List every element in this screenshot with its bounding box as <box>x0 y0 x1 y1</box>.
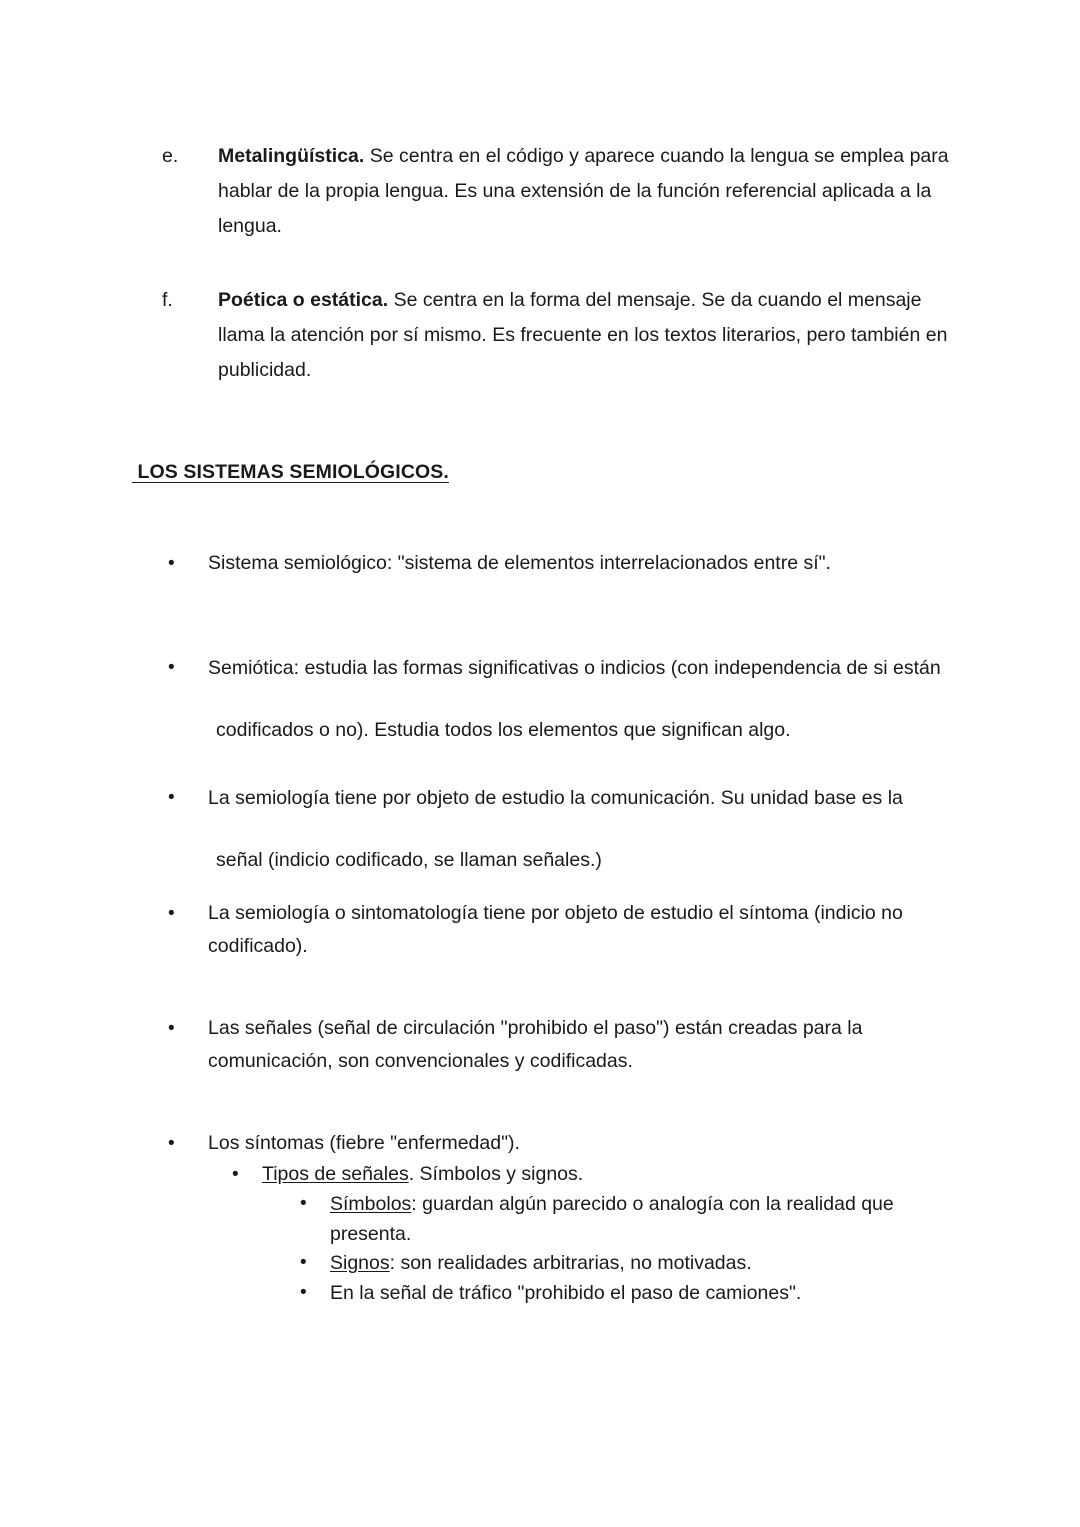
bullet-icon: • <box>232 1164 239 1185</box>
list-item-line: codificados o no). Estudia todos los elementos que significan algo. <box>216 719 791 741</box>
list-marker-f: f. <box>162 289 173 311</box>
list-item-text: Sistema semiológico: "sistema de elementos interrelacionados entre sí". <box>208 552 831 574</box>
list-text-f <box>218 283 957 388</box>
list-body-e: Se centra en el código y aparece cuando la lengua se emplea para hablar de la propia lengua. Es una extensión de la función referencial aplicada a la lengua. <box>218 145 949 237</box>
list-lead-f: Poética o estática. <box>218 289 389 311</box>
list-item <box>168 547 948 580</box>
list-item-f <box>162 283 957 388</box>
list-item-text <box>208 767 958 891</box>
sub-sub-list-item-line: presenta. <box>330 1223 412 1245</box>
list-item-line: Semiótica: estudia las formas significativas o indicios (con independencia de si están <box>208 657 941 679</box>
list-item-line: La semiología o sintomatología tiene por objeto de estudio el síntoma (indicio no <box>208 902 903 924</box>
section-heading: LOS SISTEMAS SEMIOLÓGICOS. <box>132 461 449 483</box>
sub-sub-list-item-rest: : guardan algún parecido o analogía con la realidad que <box>411 1193 894 1215</box>
list-item-line: Las señales (señal de circulación "prohibido el paso") están creadas para la <box>208 1017 863 1039</box>
list-item-line: señal (indicio codificado, se llaman señales.) <box>216 849 602 871</box>
bullet-icon: • <box>300 1282 307 1303</box>
sub-list-item-text <box>262 1159 932 1190</box>
list-item-line: codificado). <box>208 935 308 957</box>
list-marker-e: e. <box>162 145 179 167</box>
list-lead-e: Metalingüística. <box>218 145 365 167</box>
bullet-icon: • <box>168 1133 175 1154</box>
bullet-icon: • <box>168 787 175 808</box>
sub-list-item-underlined: Tipos de señales <box>262 1163 409 1185</box>
list-body-f: Se centra en la forma del mensaje. Se da cuando el mensaje llama la atención por sí mismo. Es frecuente en los textos literarios, pero también en publicidad. <box>218 289 948 381</box>
bullet-icon: • <box>168 1018 175 1039</box>
sub-sub-list-item-rest: : son realidades arbitrarias, no motivadas. <box>389 1252 752 1274</box>
list-item-text <box>208 897 958 963</box>
sub-sub-list-item <box>300 1278 940 1308</box>
list-item-text <box>208 637 958 761</box>
list-text-e <box>218 139 952 244</box>
list-item-line: La semiología tiene por objeto de estudio la comunicación. Su unidad base es la <box>208 787 903 809</box>
bullet-icon: • <box>300 1193 307 1214</box>
list-item <box>168 767 958 891</box>
list-item-text <box>208 1012 958 1078</box>
list-item-text: Los síntomas (fiebre "enfermedad"). <box>208 1132 520 1154</box>
sub-sub-list-item-line <box>330 1189 940 1219</box>
list-item <box>168 1012 958 1078</box>
sub-sub-list-item-text <box>330 1189 940 1249</box>
sub-sub-list-item-rest: En la señal de tráfico "prohibido el paso de camiones". <box>330 1282 802 1304</box>
bullet-icon: • <box>168 553 175 574</box>
sub-list-item-rest: . Símbolos y signos. <box>408 1163 584 1185</box>
sub-sub-list-item-text <box>330 1248 940 1278</box>
sub-sub-list-item-underlined: Signos <box>330 1252 390 1274</box>
list-item-line: comunicación, son convencionales y codificadas. <box>208 1050 633 1072</box>
sub-sub-list-item <box>300 1248 940 1278</box>
bullet-icon: • <box>168 903 175 924</box>
list-item <box>168 897 958 963</box>
sub-sub-list-item-underlined: Símbolos <box>330 1193 412 1215</box>
list-item <box>168 637 958 761</box>
list-item-e <box>162 139 952 244</box>
bullet-icon: • <box>300 1252 307 1273</box>
bullet-icon: • <box>168 657 175 678</box>
list-item <box>168 1127 958 1160</box>
sub-sub-list-item <box>300 1189 940 1249</box>
sub-list-item <box>232 1159 932 1190</box>
sub-sub-list-item-text <box>330 1278 940 1308</box>
